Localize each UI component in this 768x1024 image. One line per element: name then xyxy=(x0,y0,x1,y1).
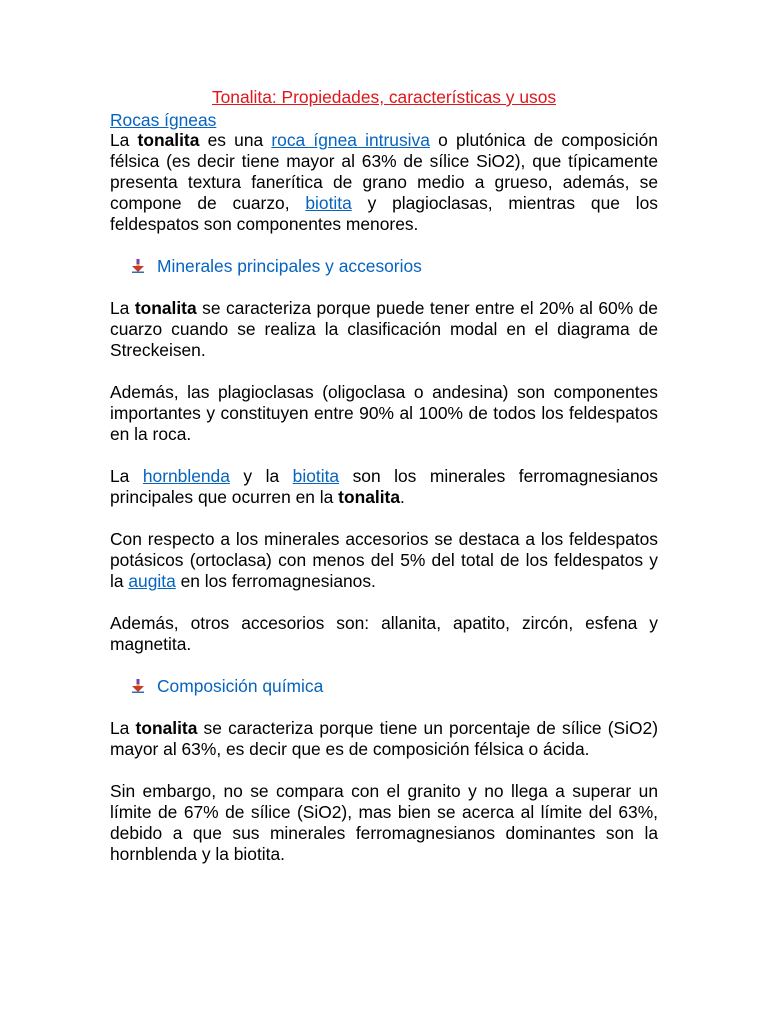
text: y la xyxy=(229,466,293,486)
composicion-paragraph-2: Sin embargo, no se compara con el granito y no llega a superar un límite de 67% de sílice (SiO2), mas bien se acerca al límite del 63%, debido a que sus minerales ferromagnesianos dominantes son la hornblenda y la biotita. xyxy=(110,781,658,864)
section-heading-composicion xyxy=(110,675,658,697)
arrow-down-bullet-icon xyxy=(131,259,145,273)
minerales-paragraph-2: Además, las plagioclasas (oligoclasa o andesina) son componentes importantes y constituyen entre 90% al 100% de todos los feldespatos en la roca. xyxy=(110,382,658,444)
section-heading-minerales xyxy=(110,255,658,277)
text: La xyxy=(110,466,143,486)
composicion-paragraph-1 xyxy=(110,718,658,760)
text: se caracteriza porque puede tener entre el 20% al 60% de cuarzo cuando se realiza la clasificación modal en el diagrama de Streckeisen. xyxy=(110,298,658,360)
arrow-down-bullet-icon xyxy=(131,679,145,693)
bold-term: tonalita xyxy=(338,487,400,507)
text: en los ferromagnesianos. xyxy=(175,571,376,591)
section-heading-text: Minerales principales y accesorios xyxy=(157,255,422,276)
text: . xyxy=(400,487,405,507)
intro-text-1: La xyxy=(110,130,138,150)
intro-text-3: o plutónica de composición félsica (es decir tiene mayor al 63% de sílice SiO2), que típicamente presenta textura fanerítica de grano medio a grueso, además, se compone de cuarzo, xyxy=(110,130,658,213)
minerales-paragraph-5: Además, otros accesorios son: allanita, apatito, zircón, esfena y magnetita. xyxy=(110,613,658,654)
intro-bold-term: tonalita xyxy=(137,130,200,150)
minerales-paragraph-3 xyxy=(110,466,658,508)
intro-text-2: es una xyxy=(199,130,272,150)
text: son los minerales ferromagnesianos principales que ocurren en la xyxy=(110,466,658,507)
text: La xyxy=(110,298,135,318)
biotita-link-2[interactable]: biotita xyxy=(292,466,340,486)
minerales-paragraph-4 xyxy=(110,529,658,592)
intro-text-4: y plagioclasas, mientras que los feldespatos son componentes menores. xyxy=(110,193,658,234)
text: La xyxy=(110,718,136,738)
section-heading-text: Composición química xyxy=(157,675,324,696)
text: se caracteriza porque tiene un porcentaje de sílice (SiO2) mayor al 63%, es decir que es de composición félsica o ácida. xyxy=(110,718,658,759)
roca-ignea-intrusiva-link[interactable]: roca ígnea intrusiva xyxy=(271,130,430,150)
subheading-link[interactable]: Rocas ígneas xyxy=(110,110,217,130)
minerales-paragraph-1 xyxy=(110,298,658,361)
augita-link[interactable]: augita xyxy=(128,571,176,591)
document-content xyxy=(110,87,658,865)
intro-paragraph xyxy=(110,130,658,235)
bold-term: tonalita xyxy=(135,718,198,738)
biotita-link[interactable]: biotita xyxy=(305,193,352,213)
text: Con respecto a los minerales accesorios se destaca a los feldespatos potásicos (ortoclasa) con menos del 5% del total de los feldespatos y la xyxy=(110,529,658,591)
bold-term: tonalita xyxy=(134,298,197,318)
hornblenda-link[interactable]: hornblenda xyxy=(142,466,230,486)
page-title: Tonalita: Propiedades, características y usos xyxy=(211,87,557,107)
